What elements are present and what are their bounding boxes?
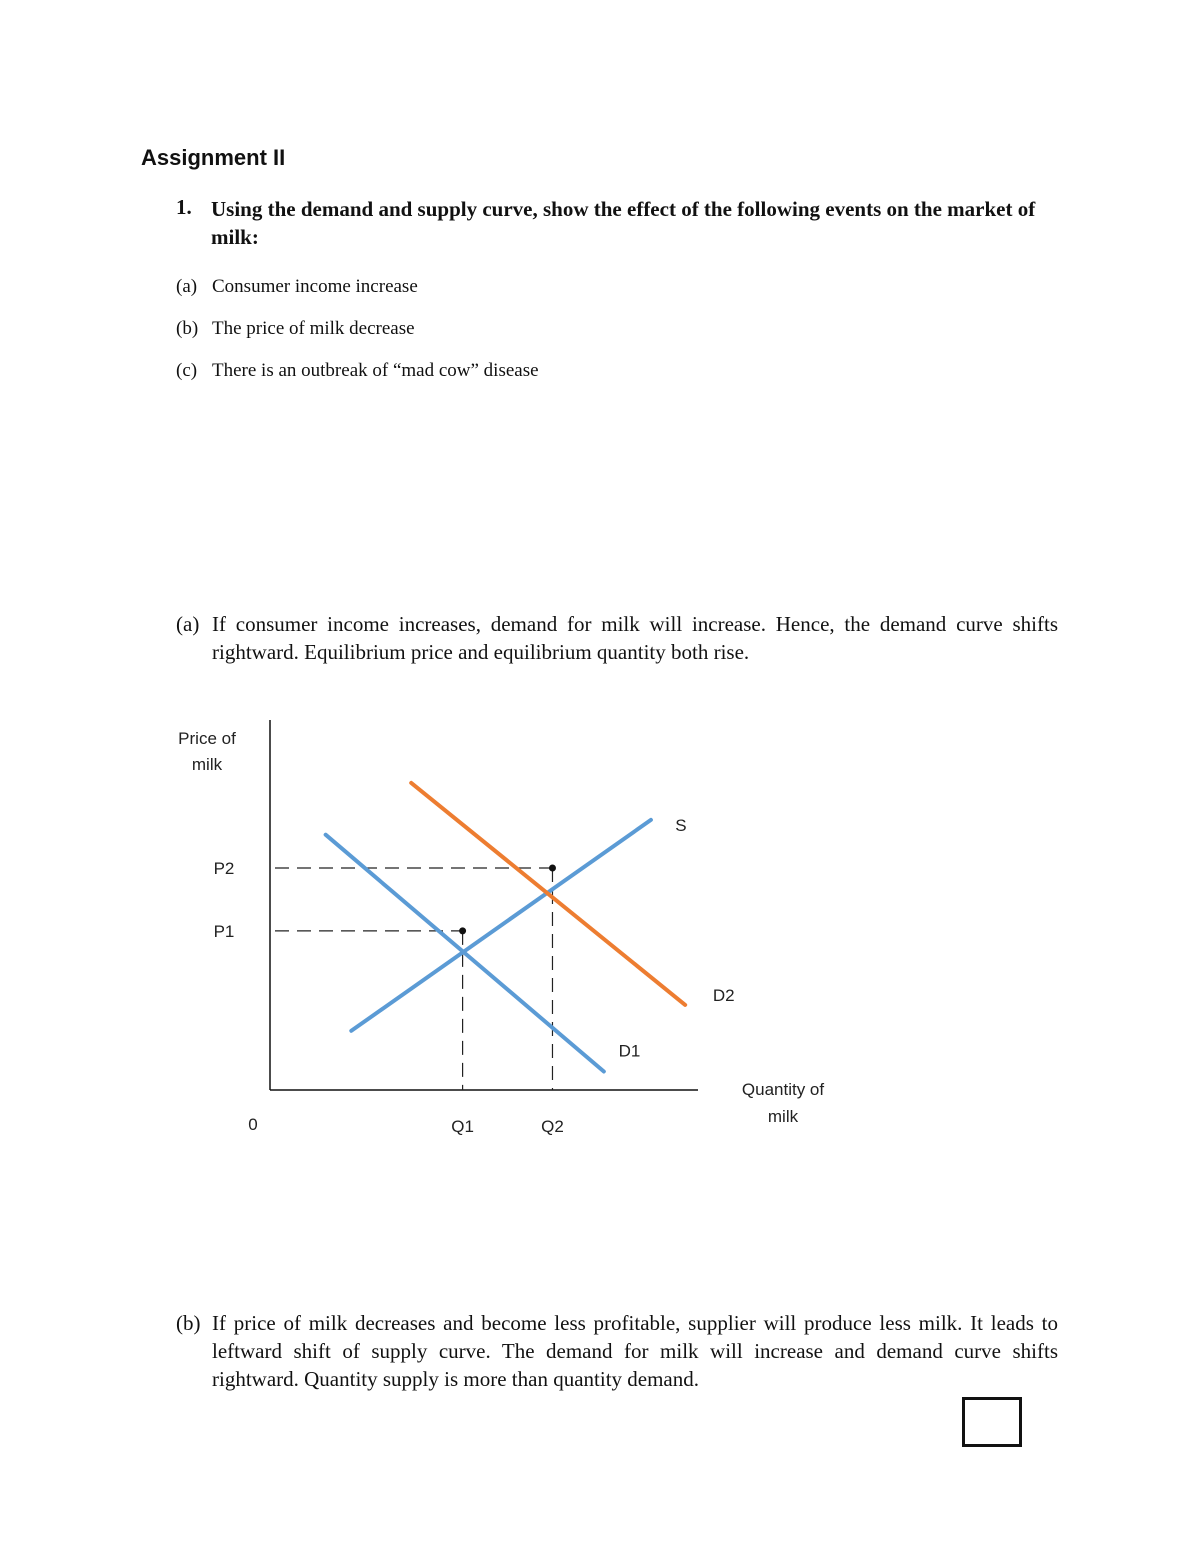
question-item-b xyxy=(176,318,415,340)
curve-label-s: S xyxy=(675,816,687,835)
equilibrium-point-e2 xyxy=(549,865,556,872)
x-axis-title-line2: milk xyxy=(767,1107,799,1126)
answer-text: If price of milk decreases and become less profitable, supplier will produce less milk. It leads to leftward shift of supply curve. The demand for milk will increase and demand curve shifts rightward. Quantity supply is more than quantity demand. xyxy=(212,1311,1058,1391)
answer-a xyxy=(176,610,1058,666)
question-text: Using the demand and supply curve, show the effect of the following events on the market of milk: xyxy=(211,197,1036,249)
item-label: (a) xyxy=(176,276,198,297)
item-label: (b) xyxy=(176,318,199,339)
answer-label: (b) xyxy=(176,1311,201,1335)
origin-label: 0 xyxy=(248,1115,258,1134)
y-tick-label-p2: P2 xyxy=(213,859,235,878)
answer-text: If consumer income increases, demand for milk will increase. Hence, the demand curve shifts rightward. Equilibrium price and equilibrium quantity both rise. xyxy=(212,612,1058,664)
curve-label-d2: D2 xyxy=(712,986,735,1006)
answer-label: (a) xyxy=(176,612,200,636)
curve-d1 xyxy=(326,835,604,1072)
curve-s xyxy=(351,820,651,1031)
answer-box[interactable] xyxy=(962,1397,1022,1447)
item-text: Consumer income increase xyxy=(212,276,418,297)
y-axis-title-line1: Price of xyxy=(178,729,236,748)
equilibrium-point-e1 xyxy=(459,927,466,934)
item-text: The price of milk decrease xyxy=(212,318,415,339)
curve-d2 xyxy=(411,783,685,1005)
answer-b xyxy=(176,1309,1058,1393)
curve-label-d1: D1 xyxy=(618,1041,641,1061)
x-axis-title-line1: Quantity of xyxy=(741,1080,825,1099)
item-text: There is an outbreak of “mad cow” disease xyxy=(212,360,539,381)
x-tick-label-q1: Q1 xyxy=(451,1117,474,1136)
supply-demand-chart xyxy=(0,700,1200,1160)
y-tick-label-p1: P1 xyxy=(213,921,235,941)
y-axis-title-line2: milk xyxy=(191,755,223,774)
question-number: 1. xyxy=(176,195,192,219)
question-item-c xyxy=(176,360,539,382)
item-label: (c) xyxy=(176,360,198,381)
question-item-a xyxy=(176,276,418,298)
x-tick-label-q2: Q2 xyxy=(541,1117,564,1136)
page-title: Assignment II xyxy=(141,145,286,170)
